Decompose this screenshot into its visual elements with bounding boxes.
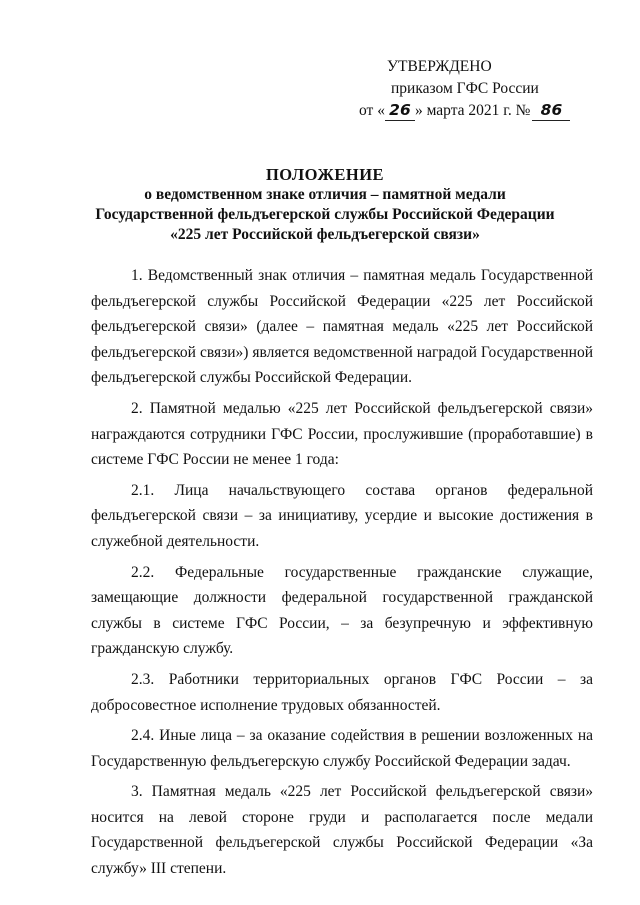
paragraph-2-4: 2.4. Иные лица – за оказание содействия в решении возложенных на Государственную фельдъегерскую службу Российской Федерации задач. — [91, 727, 593, 770]
approval-from: от « — [359, 102, 385, 119]
paragraph-2-2: 2.2. Федеральные государственные гражданские служащие, замещающие должности федеральной государственной гражданской службы в системе ГФС России, – за безупречную и эффективную гражданскую службу. — [91, 563, 593, 658]
paragraph-1: 1. Ведомственный знак отличия – памятная медаль Государственной фельдъегерской службы Российской Федерации «225 лет Российской фельдъегерской связи» (далее – памятная медаль «225 лет Российской фельдъегерской связи») является ведомственной наградой Государственной фельдъегерской службы Российской Федерации. — [91, 267, 593, 387]
title-line-2: о ведомственном знаке отличия – памятной медали — [144, 186, 506, 203]
approval-day: 26 — [385, 101, 415, 121]
approval-heading: УТВЕРЖДЕНО — [387, 58, 492, 75]
approval-number: 86 — [532, 101, 570, 121]
paragraph-2-3: 2.3. Работники территориальных органов ГФС России – за добросовестное исполнение трудовых обязанностей. — [91, 670, 593, 714]
paragraph-2: 2. Памятной медалью «225 лет Российской фельдъегерской связи» награждаются сотрудники ГФС России, прослужившие (проработавшие) в системе ГФС России не менее 1 года: — [91, 399, 593, 469]
approval-month-year: » марта 2021 г. № — [414, 102, 531, 119]
approval-date-line — [359, 101, 570, 121]
paragraph-2-1: 2.1. Лица начальствующего состава органов федеральной фельдъегерской связи – за инициативу, усердие и высокие достижения в служебной деятельности. — [91, 481, 593, 550]
paragraph-3: 3. Памятная медаль «225 лет Российской фельдъегерской связи» носится на левой стороне груди и располагается после медали Государственной фельдъегерской службы Российской Федерации «За службу» III степени. — [91, 783, 593, 878]
title-heading: ПОЛОЖЕНИЕ — [265, 165, 385, 184]
title-line-3: Государственной фельдъегерской службы Российской Федерации — [95, 206, 555, 223]
approval-order: приказом ГФС России — [391, 80, 539, 97]
title-line-4: «225 лет Российской фельдъегерской связи» — [170, 226, 480, 243]
document-title — [40, 165, 610, 245]
document-body — [91, 263, 593, 882]
